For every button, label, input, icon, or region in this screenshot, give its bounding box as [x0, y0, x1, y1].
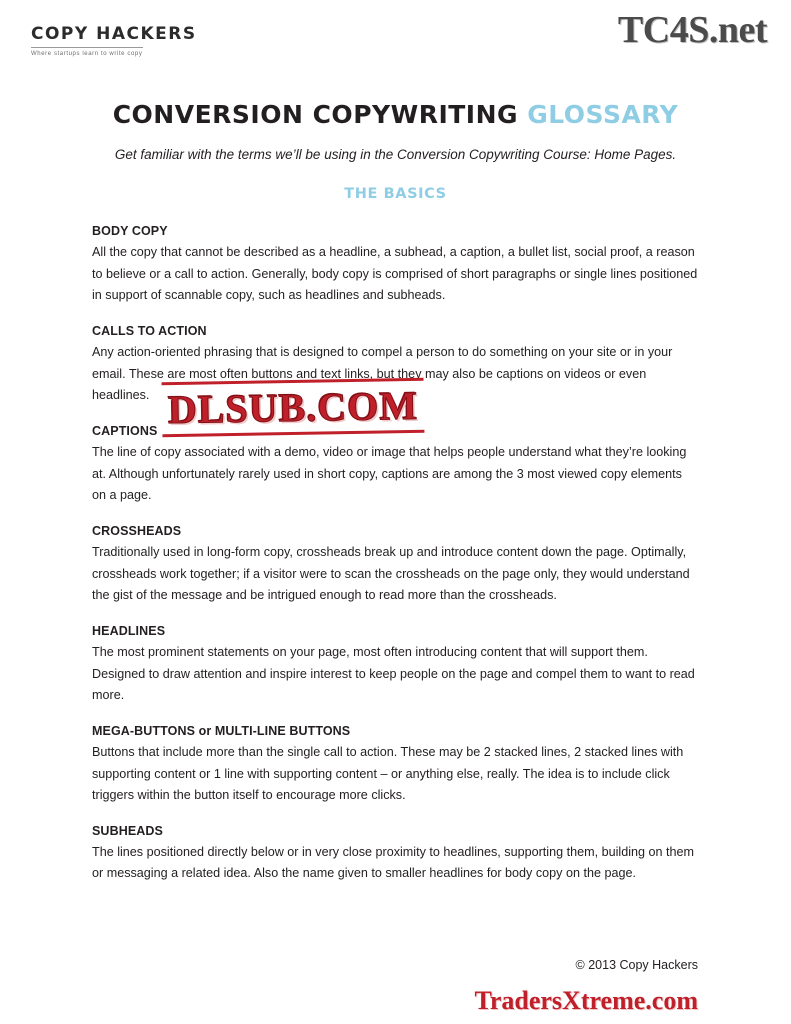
term-definition: The most prominent statements on your page, most often introducing content that will support them. Designed to draw attention and inspire interest to keep people on the page and compel them to want to read more.	[92, 644, 695, 703]
logo-divider	[31, 47, 143, 48]
term-definition: Traditionally used in long-form copy, crossheads break up and introduce content down the page. Optimally, crossheads work together; if a visitor were to scan the crossheads on the page only, they would understand the gist of the message and be intrigued enough to read more than the crossheads.	[92, 544, 690, 603]
page-title	[0, 100, 791, 129]
term-name: CROSSHEADS	[92, 523, 182, 538]
logo-tagline: Where startups learn to write copy	[31, 51, 143, 57]
page-subtitle: Get familiar with the terms we’ll be using in the Conversion Copywriting Course: Home Pages.	[114, 147, 677, 162]
term-name: CALLS TO ACTION	[92, 323, 207, 338]
term-name: SUBHEADS	[92, 823, 163, 838]
copyright-notice: © 2013 Copy Hackers	[575, 958, 698, 972]
copy-hackers-logo	[31, 26, 231, 57]
term-name: BODY COPY	[92, 224, 168, 238]
list-item	[92, 824, 699, 885]
term-definition: Any action-oriented phrasing that is designed to compel a person to do something on your site or in your email. These are most often buttons and text links, but they may also be captions on videos or even headlines.	[92, 344, 673, 403]
page-header	[0, 0, 791, 78]
list-item	[92, 724, 699, 807]
term-definition: The line of copy associated with a demo, video or image that helps people understand what they’re looking at. Although unfortunately rarely used in short copy, captions are among the 3 most viewed copy elements on a page.	[92, 444, 687, 503]
list-item	[92, 524, 699, 607]
term-definition: All the copy that cannot be described as a headline, a subhead, a caption, a bullet list, social proof, a reason to believe or a call to action. Generally, body copy is comprised of short paragraphs or single lines positioned in support of scannable copy, such as headlines and subheads.	[92, 245, 698, 303]
watermark-top: TC4S.net	[617, 9, 767, 51]
term-definition: Buttons that include more than the single call to action. These may be 2 stacked lines, 2 stacked lines with supporting content or 1 line with supporting content – or anything else, really. The idea is to include click triggers within the button itself to encourage more clicks.	[92, 744, 684, 803]
section-heading-the-basics: THE BASICS	[344, 186, 447, 202]
list-item	[92, 224, 699, 307]
list-item	[92, 624, 699, 707]
list-item	[92, 324, 699, 407]
logo-wordmark: COPY HACKERS	[31, 24, 197, 44]
list-item	[92, 424, 699, 507]
page-title-main: CONVERSION COPYWRITING	[112, 100, 528, 129]
page-title-highlight: GLOSSARY	[527, 100, 679, 129]
page-footer	[0, 958, 791, 1016]
watermark-bottom: TradersXtreme.com	[474, 986, 698, 1015]
term-name: CAPTIONS	[92, 423, 158, 438]
term-name: HEADLINES	[92, 623, 166, 638]
glossary-terms-list	[92, 224, 699, 885]
term-definition: The lines positioned directly below or in very close proximity to headlines, supporting them, building on them or messaging a related idea. Also the name given to smaller headlines for body copy on the page.	[92, 844, 695, 881]
watermark-center-text: DLSUB.COM	[162, 378, 425, 438]
term-name: MEGA-BUTTONS or MULTI-LINE BUTTONS	[92, 723, 351, 738]
